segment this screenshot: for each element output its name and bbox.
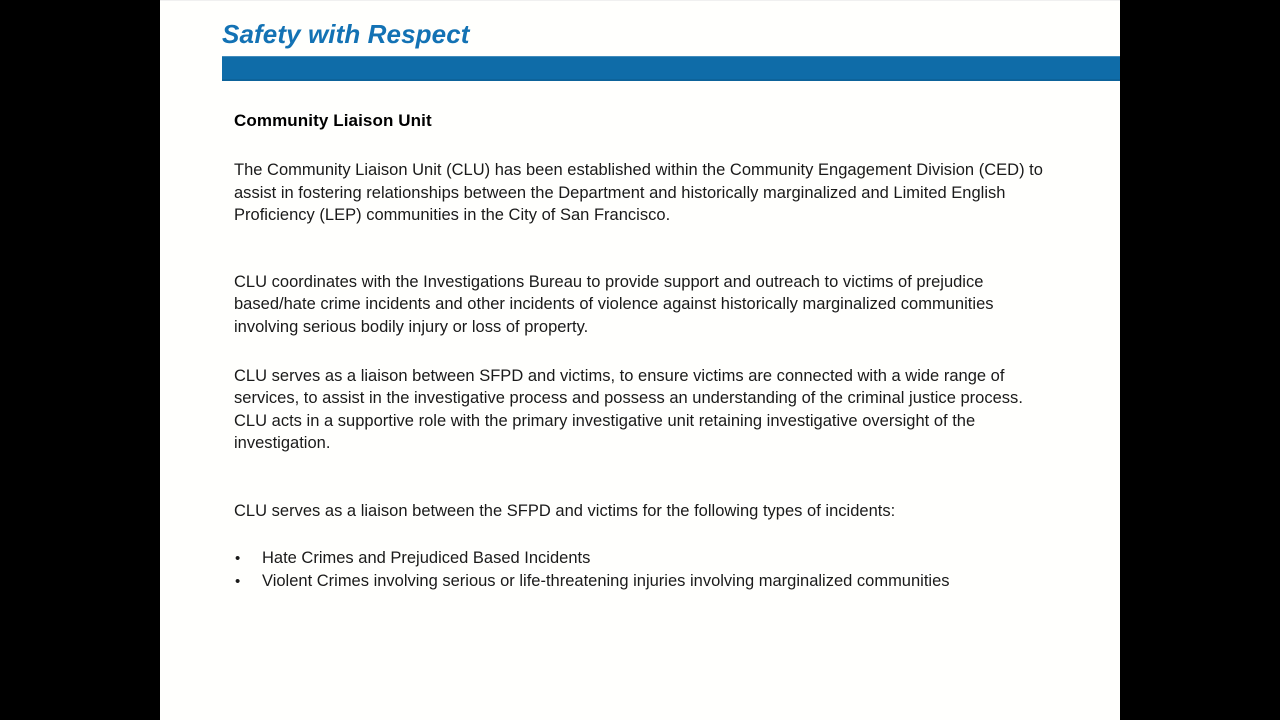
list-item-label: Hate Crimes and Prejudiced Based Incidents (262, 548, 591, 567)
section-heading: Community Liaison Unit (234, 111, 432, 130)
letterbox-right (1120, 0, 1280, 720)
incident-types-list (234, 547, 1046, 593)
slide-canvas (160, 0, 1120, 720)
title-accent-rule (222, 56, 1120, 81)
body-paragraph-1: The Community Liaison Unit (CLU) has been established within the Community Engagement Division (CED) to assist in fostering relationships between the Department and historically marginalized and Limited English Proficiency (LEP) communities in the City of San Francisco. (234, 161, 1043, 225)
list-item (234, 570, 1046, 593)
list-item-label: Violent Crimes involving serious or life-threatening injuries involving marginalized communities (262, 571, 950, 590)
slide-content (234, 109, 1046, 593)
body-paragraph-4: CLU serves as a liaison between the SFPD and victims for the following types of incidents: (234, 501, 896, 520)
body-paragraph-3: CLU serves as a liaison between SFPD and victims, to ensure victims are connected with a wide range of services, to assist in the investigative process and possess an understanding of the criminal justice process. CLU acts in a supportive role with the primary investigative unit retaining investigative oversight of the investigation. (234, 366, 1023, 453)
slide-title-block (222, 17, 1120, 81)
bullet-dot-icon: • (235, 549, 241, 567)
slide-title: Safety with Respect (222, 19, 470, 49)
bullet-dot-icon: • (235, 572, 241, 590)
list-item (234, 547, 1046, 570)
letterbox-left (0, 0, 160, 720)
body-paragraph-2: CLU coordinates with the Investigations Bureau to provide support and outreach to victims of prejudice based/hate crime incidents and other incidents of violence against historically marginalized communities involving serious bodily injury or loss of property. (234, 272, 994, 336)
